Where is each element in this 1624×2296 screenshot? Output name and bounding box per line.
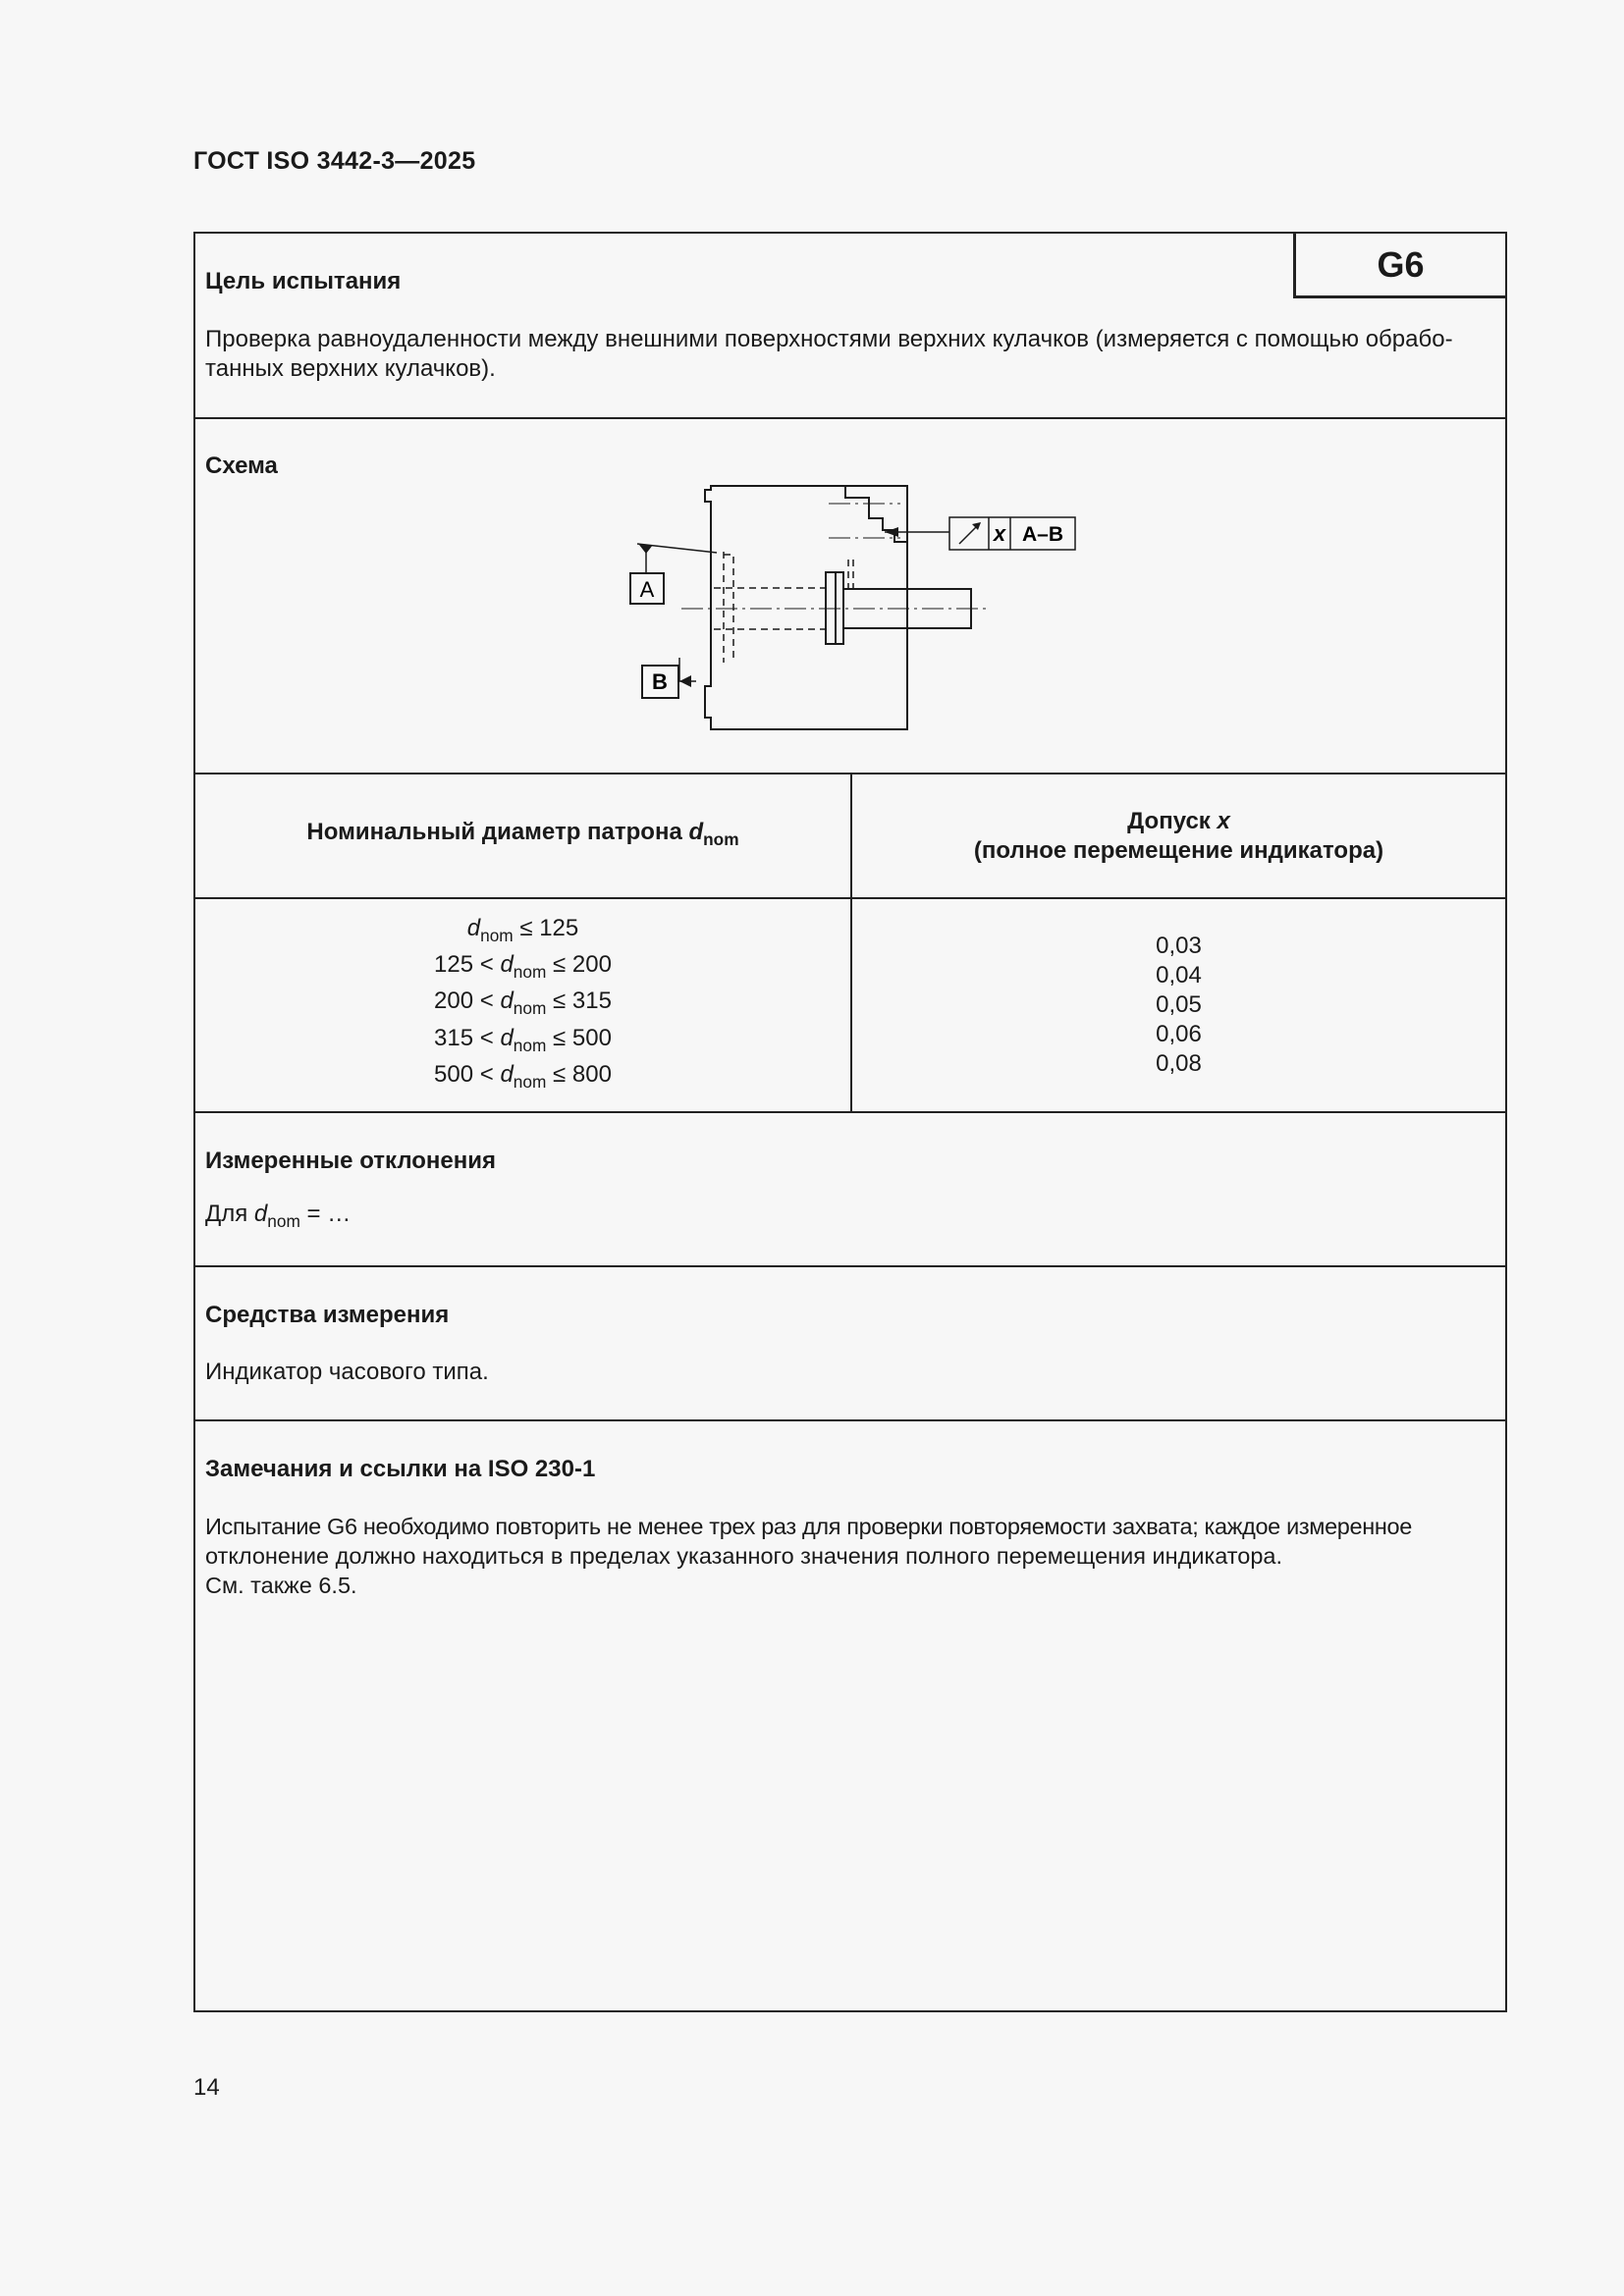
datum-a-triangle	[639, 545, 653, 554]
objective-section	[195, 234, 1505, 419]
measured-text: Для $d_{nom}$ = …	[205, 1201, 352, 1232]
datum-b-triangle	[679, 675, 691, 687]
tolerance-value: 0,04	[1156, 962, 1202, 988]
test-sheet-frame	[193, 232, 1507, 2012]
tolerance-arrowhead	[885, 527, 898, 537]
diameter-range-row: $d_{nom} \le 125$	[466, 915, 579, 946]
datums-label: A–B	[1021, 523, 1064, 546]
page-number: 14	[193, 2074, 220, 2101]
tolerance-x-label: x	[993, 521, 1006, 546]
tolerance-value: 0,08	[1156, 1050, 1202, 1077]
test-code-box: G6	[1293, 232, 1507, 298]
tolerance-values-column	[852, 899, 1505, 1111]
diameter-range-row: $315 < d_{nom} \le 500$	[434, 1024, 612, 1055]
datum-b-label: B	[652, 669, 668, 694]
tolerance-value: 0,06	[1156, 1021, 1202, 1047]
remarks-text: Испытание G6 необходимо повторить не менее трех раз для проверки повторяемости захвата; каждое измеренное отклонение должно находиться в пределах указанного значения полного перемещения индикатора. См. также 6.5.	[205, 1514, 1412, 1598]
tolerance-table-body	[195, 899, 1505, 1113]
tolerance-value: 0,05	[1156, 991, 1202, 1018]
diameter-range-row: $125 < d_{nom} \le 200$	[434, 951, 612, 983]
table-head-diameter: Номинальный диаметр патрона $d_{nom}$	[195, 774, 852, 897]
instruments-title: Средства измерения	[205, 1302, 450, 1328]
table-head-tolerance: Допуск x (полное перемещение индикатора)	[973, 807, 1384, 864]
scheme-title: Схема	[205, 453, 278, 479]
measured-deviations-section	[195, 1113, 1505, 1267]
objective-text: Проверка равноудаленности между внешними поверхностями верхних кулачков (измеряется с помощью обработанных верхних кулачков).	[205, 326, 1453, 382]
diameter-range-row: $200 < d_{nom} \le 315$	[434, 988, 612, 1019]
instruments-text: Индикатор часового типа.	[205, 1359, 489, 1385]
objective-title: Цель испытания	[205, 268, 402, 294]
datum-a-label: A	[639, 577, 655, 602]
remarks-section	[195, 1421, 1505, 2010]
measured-title: Измеренные отклонения	[205, 1148, 497, 1174]
chuck-schematic-diagram	[195, 419, 1505, 773]
instruments-section	[195, 1267, 1505, 1421]
diameter-ranges-column	[195, 899, 852, 1111]
tolerance-value: 0,03	[1156, 933, 1202, 959]
scheme-section	[195, 419, 1505, 774]
tolerance-table-head	[195, 774, 1505, 899]
document-header: ГОСТ ISO 3442-3—2025	[193, 147, 476, 175]
chuck-body-outline	[705, 486, 907, 729]
remarks-title: Замечания и ссылки на ISO 230-1	[205, 1456, 596, 1482]
diameter-range-row: $500 < d_{nom} \le 800$	[434, 1060, 612, 1092]
